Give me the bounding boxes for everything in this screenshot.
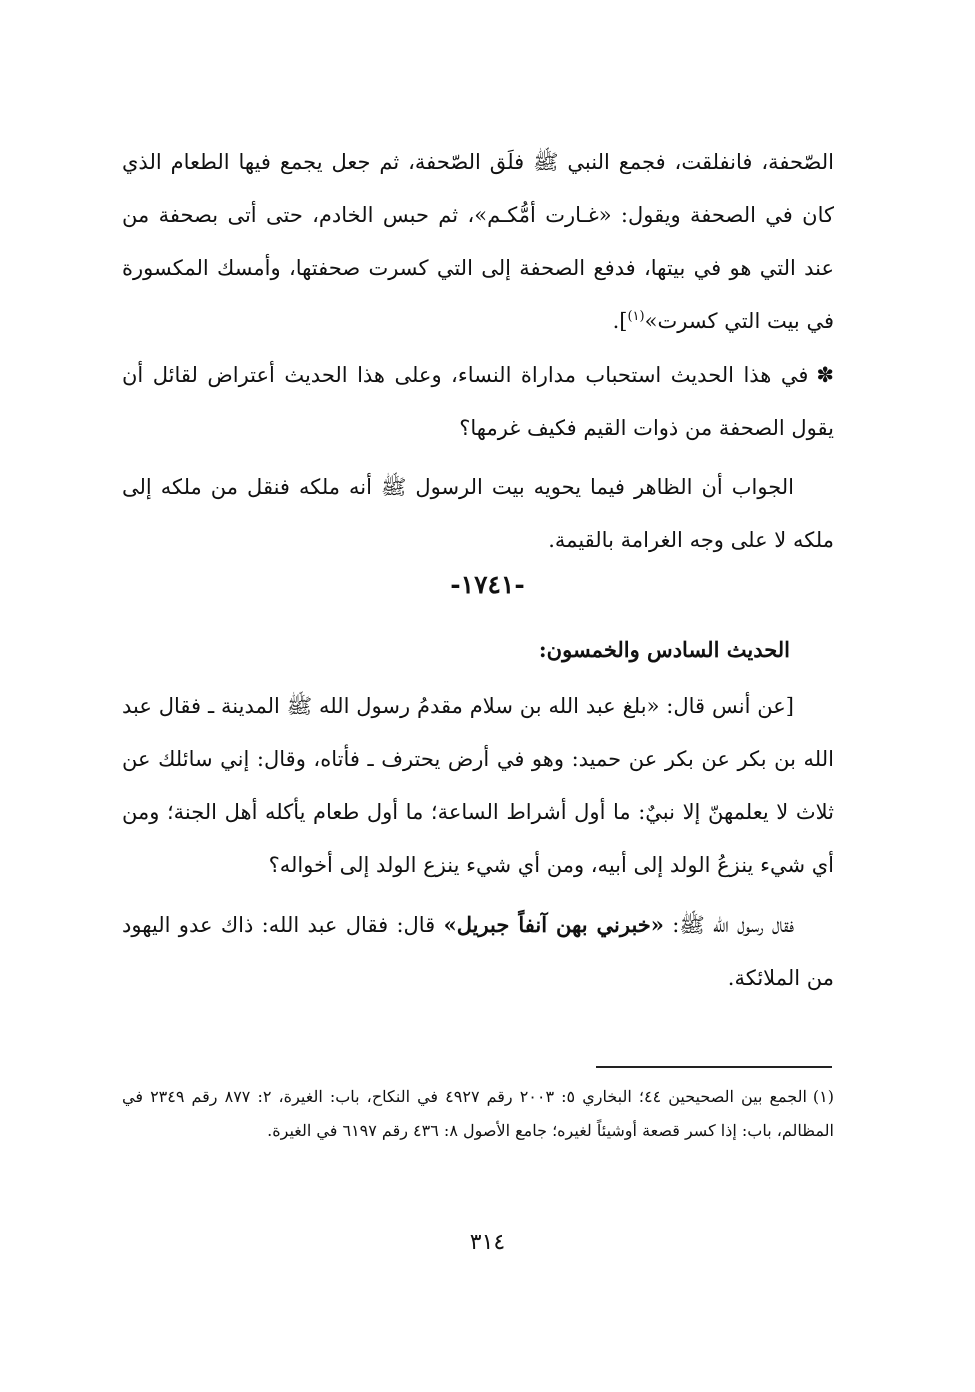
footnotes: [122, 1080, 834, 1148]
paragraph-1-end: ].: [612, 309, 628, 333]
footnote-divider: [596, 1066, 832, 1068]
section-heading: الحديث السادس والخمسون:: [538, 637, 790, 662]
page-number: ٣١٤: [469, 1230, 506, 1255]
footnote-reference: (١): [627, 309, 645, 324]
footnote-text: الجمع بين الصحيحين ٤٤؛ البخاري ٥: ٢٠٠٣ رقم ٤٩٢٧ في النكاح، باب: الغيرة، ٢: ٨٧٧ رقم ٢٣٤٩ في المظالم، باب: إذا كسر قصعة أوشيئاً لغيره؛ جامع الأصول ٨: ٤٣٦ رقم ٦١٩٧ في الغيرة.: [122, 1087, 834, 1140]
commentary-block: [122, 349, 834, 567]
paragraph-5-end: قال: فقال عبد الله: ذاك عدو اليهود من الملائكة.: [122, 913, 834, 990]
hadith-text-block: [122, 680, 834, 1005]
paragraph-continuation: [122, 136, 834, 348]
paragraph-2: [122, 349, 834, 455]
footnote-1: [122, 1080, 834, 1148]
paragraph-5-start: فقال رسول الله ﷺ:: [663, 913, 794, 937]
paragraph-3: [122, 461, 834, 567]
star-marker: ✽: [816, 363, 834, 387]
paragraph-5: [122, 898, 834, 1005]
paragraph-1: [122, 136, 834, 348]
paragraph-1-text: الصّحفة، فانفلقت، فجمع النبي ﷺ فلَق الصّحفة، ثم جعل يجمع فيها الطعام الذي كان في الصحفة ويقول: «غـارت أمُّكـم»، ثم حبس الخادم، حتى أتى بصحفة من عند التي هو في بيتها، فدفع الصحفة إلى التي كسرت صحفتها، وأمسك المكسورة في بيت التي كسرت»: [122, 150, 834, 333]
footnote-number: (١): [812, 1087, 835, 1106]
paragraph-2-text: في هذا الحديث استحباب مداراة النساء، وعلى هذا الحديث أعتراض لقائل أن يقول الصحفة من ذوات القيم فكيف غرمها؟: [122, 363, 834, 440]
hadith-number: -١٧٤١-: [450, 570, 525, 599]
paragraph-5-quote: «خبرني بهن آنفاً جبريل»: [443, 912, 664, 937]
paragraph-4: [122, 680, 834, 892]
paragraph-4-text: [عن أنس قال: «بلغ عبد الله بن سلام مقدمُ رسول الله ﷺ المدينة ـ فقال عبد الله بن بكر عن بكر عن حميد: وهو في أرض يحترف ـ فأتاه، وقال: إني سائلك عن ثلاث لا يعلمهنّ إلا نبيٌ: ما أول أشراط الساعة؛ ما أول طعام يأكله أهل الجنة؛ ومن أي شيء ينزعُ الولد إلى أبيه، ومن أي شيء ينزع الولد إلى أخواله؟: [122, 694, 834, 877]
paragraph-3-text: الجواب أن الظاهر فيما يحويه بيت الرسول ﷺ أنه ملكه فنقل من ملكه إلى ملكه لا على وجه الغرامة بالقيمة.: [122, 475, 834, 552]
